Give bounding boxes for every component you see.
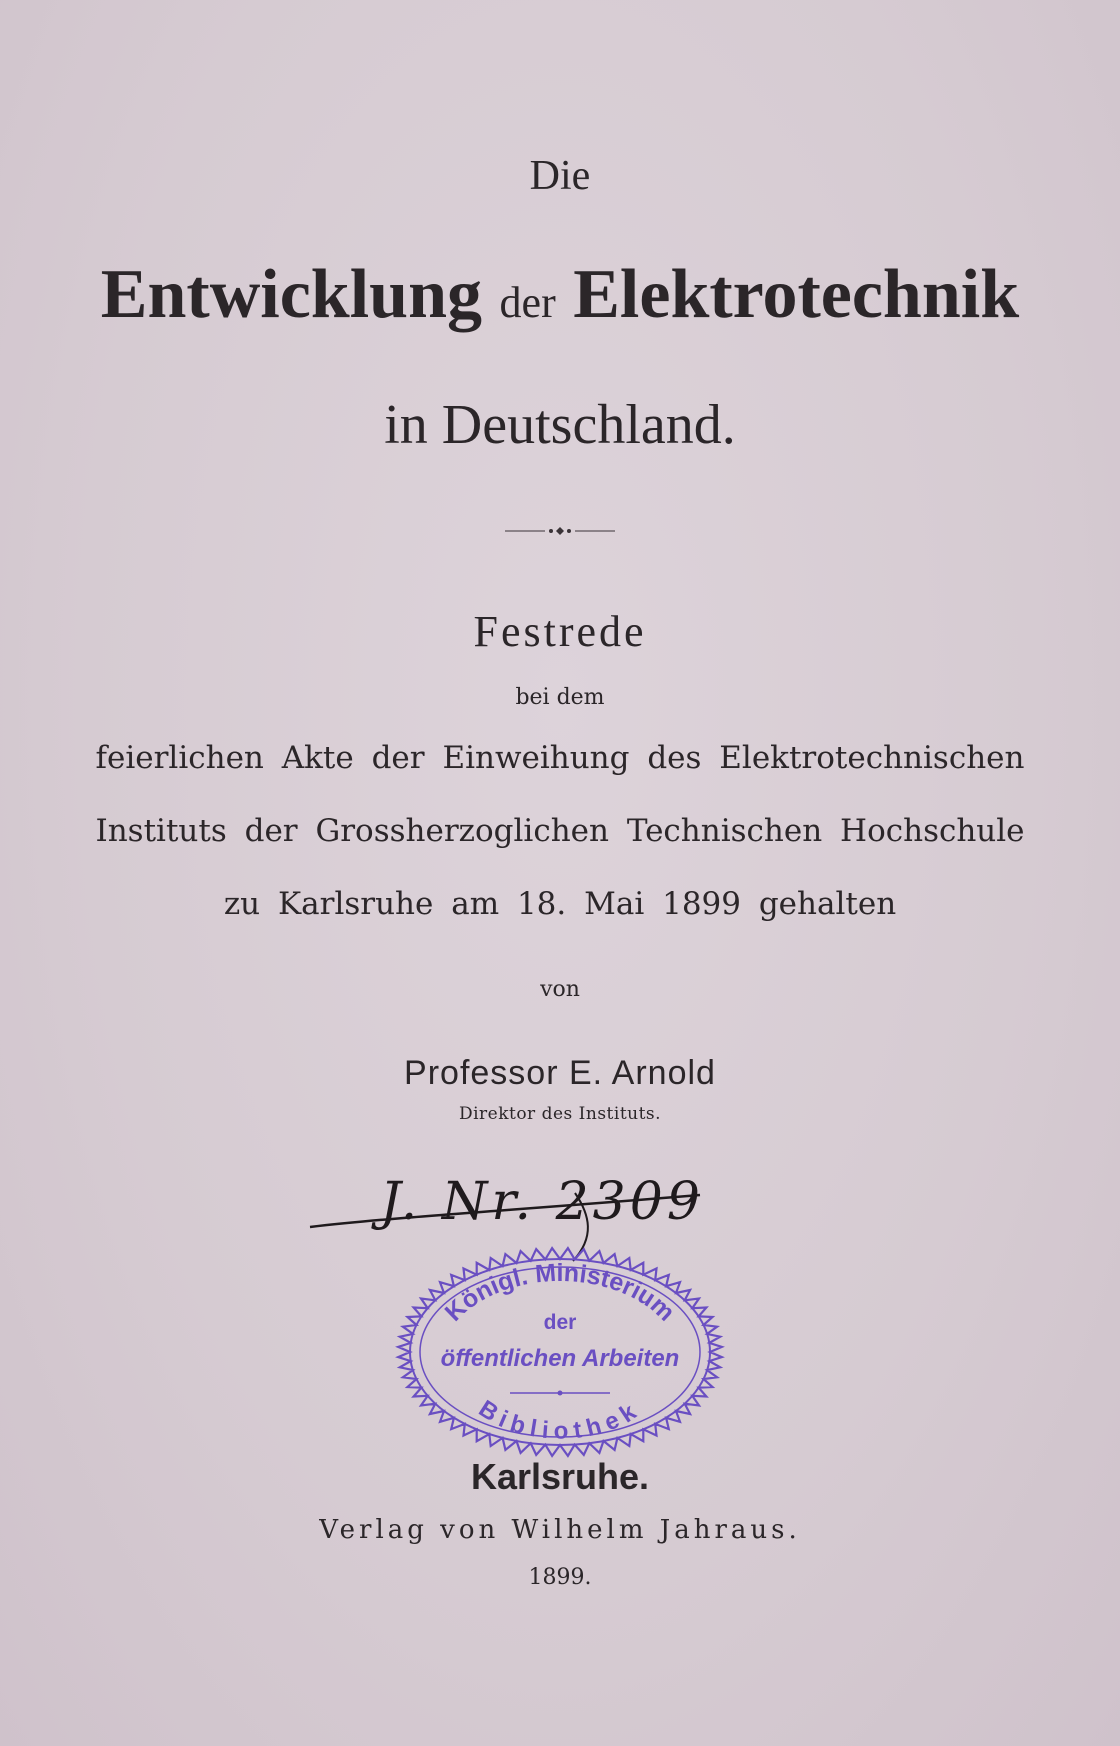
stamp-bottom-arc: Bibliothek — [473, 1395, 647, 1445]
title-word-elektrotechnik: Elektrotechnik — [573, 256, 1020, 333]
title-word-entwicklung: Entwicklung — [100, 256, 483, 333]
occasion-line-3: zu Karlsruhe am 18. Mai 1899 gehalten — [223, 886, 897, 922]
title-word-der: der — [499, 278, 556, 327]
author-role: Direktor des Instituts. — [458, 1104, 662, 1124]
stamp-der: der — [543, 1311, 577, 1334]
handwritten-number: J. Nr. 2309 — [380, 1172, 704, 1232]
title-die: Die — [529, 153, 591, 199]
text-von: von — [540, 977, 580, 1002]
subtitle-festrede: Festrede — [473, 607, 647, 656]
text-bei-dem: bei dem — [515, 685, 605, 710]
occasion-line-1: feierlichen Akte der Einweihung des Elektrotechnischen — [95, 740, 1025, 776]
title-in-deutschland: in Deutschland. — [384, 394, 736, 456]
imprint-year: 1899. — [528, 1565, 592, 1590]
ornament-divider-icon — [505, 524, 615, 538]
imprint-publisher: Verlag von Wilhelm Jahraus. — [319, 1515, 801, 1545]
stamp-top-arc: Königl. Ministerium — [439, 1258, 681, 1327]
stamp-oeffentlichen-arbeiten: öffentlichen Arbeiten — [440, 1345, 680, 1372]
title-main — [0, 255, 1120, 335]
imprint-place: Karlsruhe. — [470, 1456, 650, 1497]
author-name: Professor E. Arnold — [404, 1054, 716, 1092]
stamp-center — [395, 1245, 725, 1460]
occasion-line-2: Instituts der Grossherzoglichen Technischen Hochschule — [95, 813, 1025, 849]
